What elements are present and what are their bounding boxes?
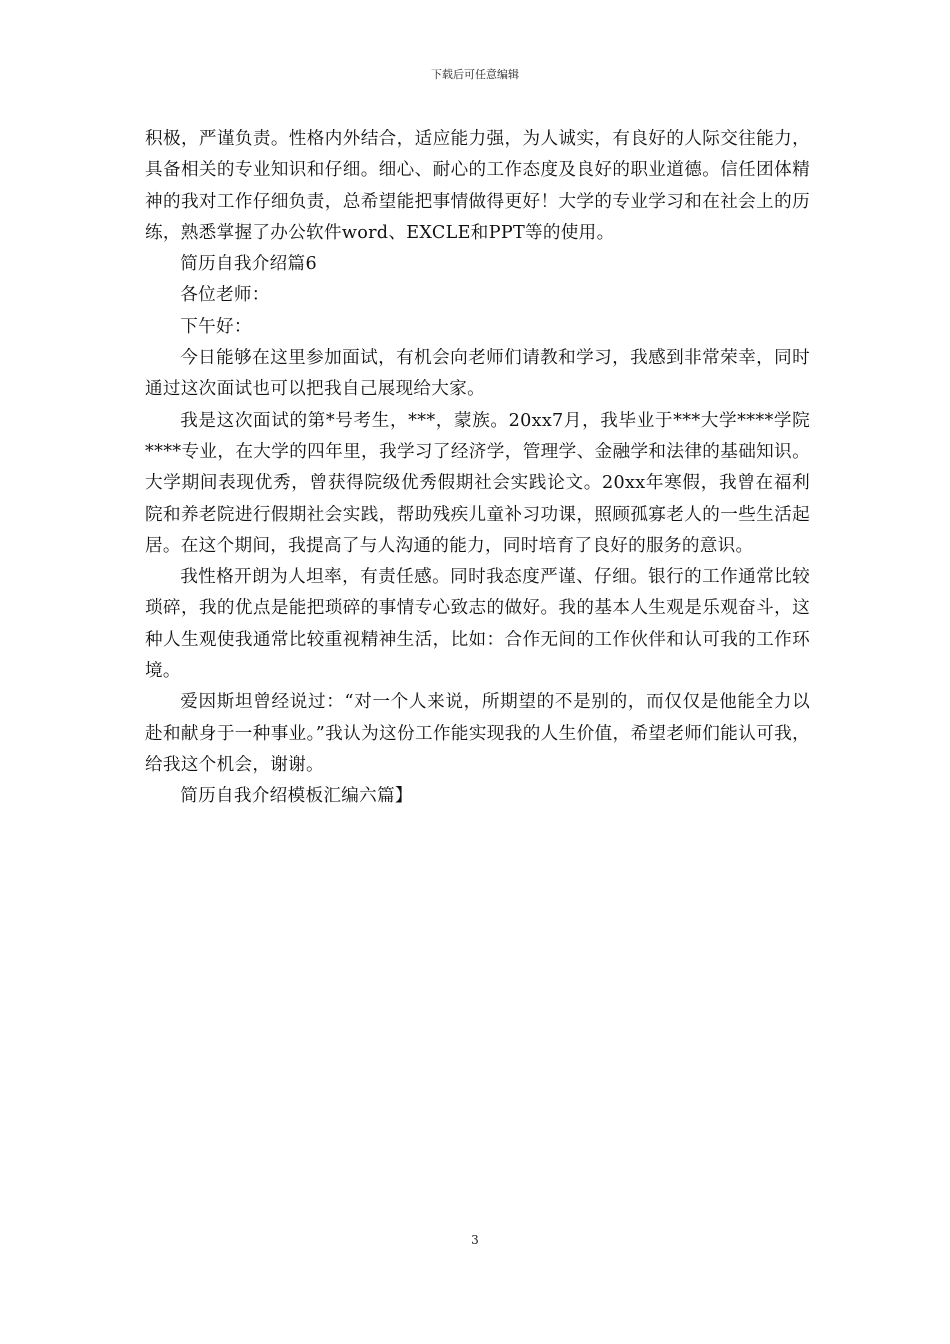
document-end-title: 简历自我介绍模板汇编六篇】 — [180, 786, 413, 807]
paragraph-closing: 爱因斯坦曾经说过：“对一个人来说，所期望的不是别的，而仅仅是他能全力以赴和献身于一种事业。”我认为这份工作能实现我的人生价值，希望老师们能认可我，给我这个机会，谢谢。 — [145, 692, 810, 775]
section-heading: 简历自我介绍篇6 — [180, 254, 317, 275]
paragraph-background: 我是这次面试的第*号考生，***，蒙族。20xx7月，我毕业于***大学****学院****专业，在大学的四年里，我学习了经济学，管理学、金融学和法律的基础知识。大学期间表现优秀，曾获得院级优秀假期社会实践论文。20xx年寒假，我曾在福利院和养老院进行假期社会实践，帮助残疾儿童补习功课，照顾孤寡老人的一些生活起居。在这个期间，我提高了与人沟通的能力，同时培育了良好的服务的意识。 — [145, 410, 810, 556]
salutation: 各位老师： — [180, 285, 270, 306]
page-header: 下载后可任意编辑 — [431, 68, 519, 81]
greeting: 下午好： — [180, 316, 252, 337]
paragraph-intro: 今日能够在这里参加面试，有机会向老师们请教和学习，我感到非常荣幸，同时通过这次面试也可以把我自己展现给大家。 — [145, 348, 810, 400]
paragraph-continuation: 积极，严谨负责。性格内外结合，适应能力强，为人诚实，有良好的人际交往能力，具备相关的专业知识和仔细。细心、耐心的工作态度及良好的职业道德。信任团体精神的我对工作仔细负责，总希望能把事情做得更好！大学的专业学习和在社会上的历练，熟悉掌握了办公软件word、EXCLE和PPT等的使用。 — [145, 129, 810, 243]
paragraph-personality: 我性格开朗为人坦率，有责任感。同时我态度严谨、仔细。银行的工作通常比较琐碎，我的优点是能把琐碎的事情专心致志的做好。我的基本人生观是乐观奋斗，这种人生观使我通常比较重视精神生活，比如：合作无间的工作伙伴和认可我的工作环境。 — [145, 567, 810, 682]
document-body — [145, 124, 810, 813]
page-number: 3 — [471, 1233, 479, 1247]
